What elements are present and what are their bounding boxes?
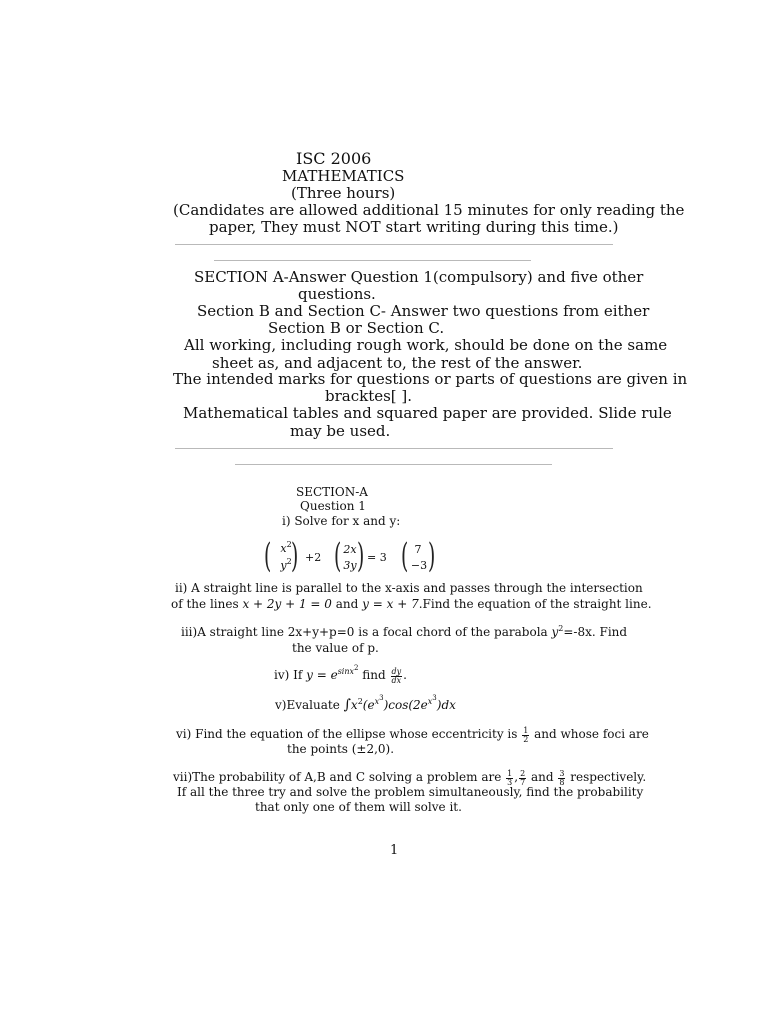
- question-part-v: v)Evaluate $\int x^2(e^{x^3})\cos(2e^{x^3})dx$: [275, 694, 456, 713]
- fraction-two-sevenths: $\frac{2}{7}$: [520, 769, 526, 787]
- exam-note-line2: paper, They must NOT start writing during this time.): [209, 218, 619, 236]
- instruction-line: Section B or Section C.: [268, 319, 445, 337]
- fraction-one-third: $\frac{1}{3}$: [507, 769, 513, 787]
- question-part-vi-line2: the points (±2,0).: [287, 742, 395, 756]
- exam-subject: MATHEMATICS: [282, 167, 405, 185]
- question-part-vi-line1: vi) Find the equation of the ellipse whose eccentricity is $\frac{1}{2}$ and whose foci are: [176, 726, 649, 744]
- question-part-ii-line2: of the lines x + 2y + 1 = 0 and y = x + 7.Find the equation of the straight line.: [171, 597, 652, 611]
- matrix-cell: 3y: [343, 559, 357, 572]
- exam-title: ISC 2006: [296, 149, 372, 168]
- page-number: 1: [390, 843, 399, 858]
- matrix-equation: [262, 536, 442, 576]
- instruction-line: sheet as, and adjacent to, the rest of the answer.: [212, 354, 583, 372]
- matrix-paren-right: ): [290, 536, 299, 576]
- matrix-paren-right: ): [427, 536, 436, 576]
- fraction-three-eighths: $\frac{3}{8}$: [559, 769, 565, 787]
- fraction-one-half: $\frac{1}{2}$: [523, 726, 529, 744]
- divider-long-2: [175, 448, 613, 449]
- matrix-cell: 7: [414, 543, 422, 556]
- exam-note-line1: (Candidates are allowed additional 15 minutes for only reading the: [173, 201, 685, 219]
- question-part-vii-line1: vii)The probability of A,B and C solving a problem are $\frac{1}{3}$ , $\frac{2}{7}$ and $\frac{3}{8}$ respectively.: [173, 769, 647, 787]
- instruction-line: may be used.: [290, 422, 391, 440]
- matrix-paren-left: (: [333, 536, 342, 576]
- instruction-line: The intended marks for questions or parts of questions are given in: [173, 370, 688, 388]
- matrix-coefficient: +2: [305, 551, 322, 564]
- question-part-vii-line2: If all the three try and solve the problem simultaneously, find the probability: [177, 785, 644, 799]
- instruction-line: bracktes[ ].: [325, 387, 413, 405]
- matrix-paren-left: (: [400, 536, 409, 576]
- dy-dx-fraction: $\frac{dy}{dx}$: [391, 667, 402, 685]
- instruction-line: All working, including rough work, should be done on the same: [184, 336, 668, 354]
- instruction-line: SECTION A-Answer Question 1(compulsory) and five other: [194, 268, 644, 286]
- question-part-iii-line2: the value of p.: [292, 641, 379, 655]
- matrix-cell: $x^2$: [280, 540, 292, 555]
- question-part-iii-line1: iii)A straight line 2x+y+p=0 is a focal chord of the parabola $y^2=-8x$. Find: [181, 624, 628, 639]
- divider-short-2: [235, 464, 552, 465]
- matrix-cell: −3: [410, 559, 428, 572]
- matrix-paren-right: ): [356, 536, 365, 576]
- section-title: SECTION-A: [296, 485, 368, 499]
- instruction-line: questions.: [298, 285, 376, 303]
- question-part-i: i) Solve for x and y:: [282, 514, 401, 528]
- question-part-vii-line3: that only one of them will solve it.: [255, 800, 462, 814]
- matrix-cell: $y^2$: [280, 557, 292, 572]
- matrix-equals: = 3: [367, 551, 387, 564]
- divider-short-1: [214, 260, 531, 261]
- question-part-ii-line1: ii) A straight line is parallel to the x-axis and passes through the intersection: [175, 581, 643, 595]
- divider-long-1: [175, 244, 613, 245]
- exam-duration: (Three hours): [291, 184, 396, 202]
- question-part-iv: iv) If $y = e^{sinx^2}$ find $\frac{dy}{dx}$ .: [274, 664, 407, 685]
- instruction-line: Mathematical tables and squared paper are provided. Slide rule: [183, 404, 672, 422]
- question-title: Question 1: [300, 499, 366, 513]
- matrix-cell: 2x: [343, 543, 357, 556]
- matrix-paren-left: (: [263, 536, 272, 576]
- instruction-line: Section B and Section C- Answer two questions from either: [197, 302, 650, 320]
